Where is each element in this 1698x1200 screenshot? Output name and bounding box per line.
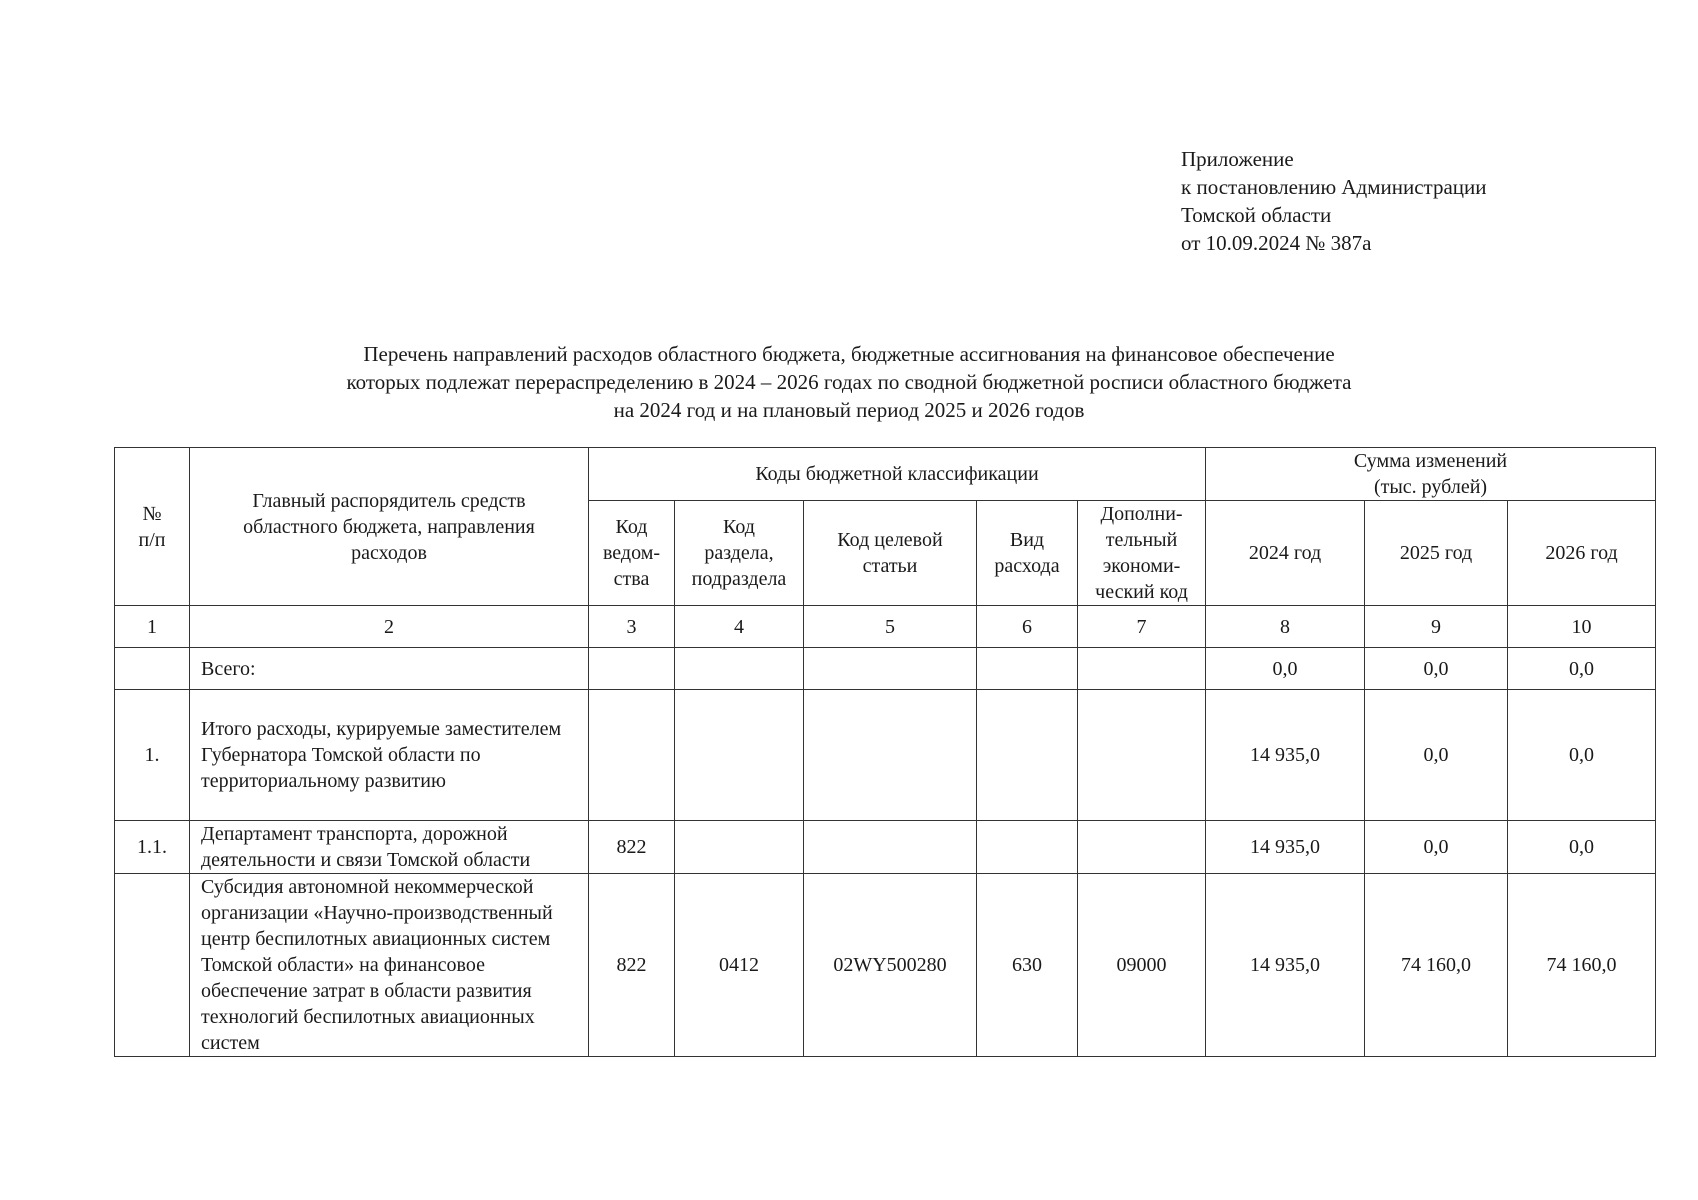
- row-sum-2024: 0,0: [1206, 648, 1365, 690]
- row-sum-2026: 0,0: [1508, 648, 1656, 690]
- header-name: Главный распорядитель средств областного бюджета, направления расходов: [190, 448, 589, 606]
- column-number: 1: [115, 606, 190, 648]
- row-sum-2026: 74 160,0: [1508, 874, 1656, 1057]
- header-row-top: [115, 448, 1656, 501]
- row-section-code: [675, 648, 804, 690]
- table-row: [115, 874, 1656, 1057]
- row-dept-code: [589, 648, 675, 690]
- row-num: 1.: [115, 690, 190, 821]
- row-target-code: [804, 821, 977, 874]
- row-extra-code: 09000: [1078, 874, 1206, 1057]
- column-number: 2: [190, 606, 589, 648]
- row-expense-type: [977, 821, 1078, 874]
- header-dept-code: Код ведом- ства: [589, 501, 675, 606]
- title-line: на 2024 год и на плановый период 2025 и 2026 годов: [613, 398, 1085, 422]
- column-number: 10: [1508, 606, 1656, 648]
- table-row: [115, 821, 1656, 874]
- row-dept-code: [589, 690, 675, 821]
- appendix-line: к постановлению Администрации: [1181, 175, 1487, 199]
- row-section-code: 0412: [675, 874, 804, 1057]
- column-numbers-row: [115, 606, 1656, 648]
- row-sum-2026: 0,0: [1508, 690, 1656, 821]
- row-target-code: [804, 690, 977, 821]
- title-line: которых подлежат перераспределению в 2024 – 2026 годах по сводной бюджетной росписи областного бюджета: [346, 370, 1352, 394]
- column-number: 3: [589, 606, 675, 648]
- row-section-code: [675, 690, 804, 821]
- row-extra-code: [1078, 821, 1206, 874]
- row-sum-2024: 14 935,0: [1206, 821, 1365, 874]
- header-section-code: Код раздела, подраздела: [675, 501, 804, 606]
- row-expense-type: [977, 648, 1078, 690]
- row-expense-type: [977, 690, 1078, 821]
- document-title: [0, 340, 1698, 424]
- row-num: [115, 648, 190, 690]
- header-year-2025: 2025 год: [1365, 501, 1508, 606]
- row-dept-code: 822: [589, 874, 675, 1057]
- row-sum-2025: 0,0: [1365, 690, 1508, 821]
- row-sum-2024: 14 935,0: [1206, 874, 1365, 1057]
- row-name: Департамент транспорта, дорожной деятельности и связи Томской области: [190, 821, 589, 874]
- column-number: 9: [1365, 606, 1508, 648]
- column-number: 6: [977, 606, 1078, 648]
- header-year-2024: 2024 год: [1206, 501, 1365, 606]
- header-sum-group: Сумма изменений (тыс. рублей): [1206, 448, 1656, 501]
- row-section-code: [675, 821, 804, 874]
- appendix-line: Приложение: [1181, 147, 1294, 171]
- appendix-block: [1181, 145, 1487, 257]
- row-name: Итого расходы, курируемые заместителем Губернатора Томской области по территориальному развитию: [190, 690, 589, 821]
- row-target-code: 02WY500280: [804, 874, 977, 1057]
- row-sum-2026: 0,0: [1508, 821, 1656, 874]
- row-expense-type: 630: [977, 874, 1078, 1057]
- row-sum-2025: 74 160,0: [1365, 874, 1508, 1057]
- column-number: 8: [1206, 606, 1365, 648]
- row-sum-2025: 0,0: [1365, 821, 1508, 874]
- row-extra-code: [1078, 690, 1206, 821]
- row-name: Субсидия автономной некоммерческой организации «Научно-производственный центр беспилотных авиационных систем Томской области» на финансовое обеспечение затрат в области развития технологий беспилотных авиационных систем: [190, 874, 589, 1057]
- header-extra-code: Дополни- тельный экономи- ческий код: [1078, 501, 1206, 606]
- title-line: Перечень направлений расходов областного бюджета, бюджетные ассигнования на финансовое обеспечение: [363, 342, 1335, 366]
- column-number: 5: [804, 606, 977, 648]
- row-num: 1.1.: [115, 821, 190, 874]
- header-codes-group: Коды бюджетной классификации: [589, 448, 1206, 501]
- column-number: 4: [675, 606, 804, 648]
- row-dept-code: 822: [589, 821, 675, 874]
- column-number: 7: [1078, 606, 1206, 648]
- header-target-code: Код целевой статьи: [804, 501, 977, 606]
- header-num: № п/п: [115, 448, 190, 606]
- row-sum-2025: 0,0: [1365, 648, 1508, 690]
- row-name: Всего:: [190, 648, 589, 690]
- header-expense-type: Вид расхода: [977, 501, 1078, 606]
- row-target-code: [804, 648, 977, 690]
- budget-table: [114, 447, 1656, 1057]
- row-num: [115, 874, 190, 1057]
- table-row-total: [115, 648, 1656, 690]
- table-row: [115, 690, 1656, 821]
- appendix-line: от 10.09.2024 № 387а: [1181, 231, 1372, 255]
- appendix-line: Томской области: [1181, 203, 1332, 227]
- header-year-2026: 2026 год: [1508, 501, 1656, 606]
- row-extra-code: [1078, 648, 1206, 690]
- row-sum-2024: 14 935,0: [1206, 690, 1365, 821]
